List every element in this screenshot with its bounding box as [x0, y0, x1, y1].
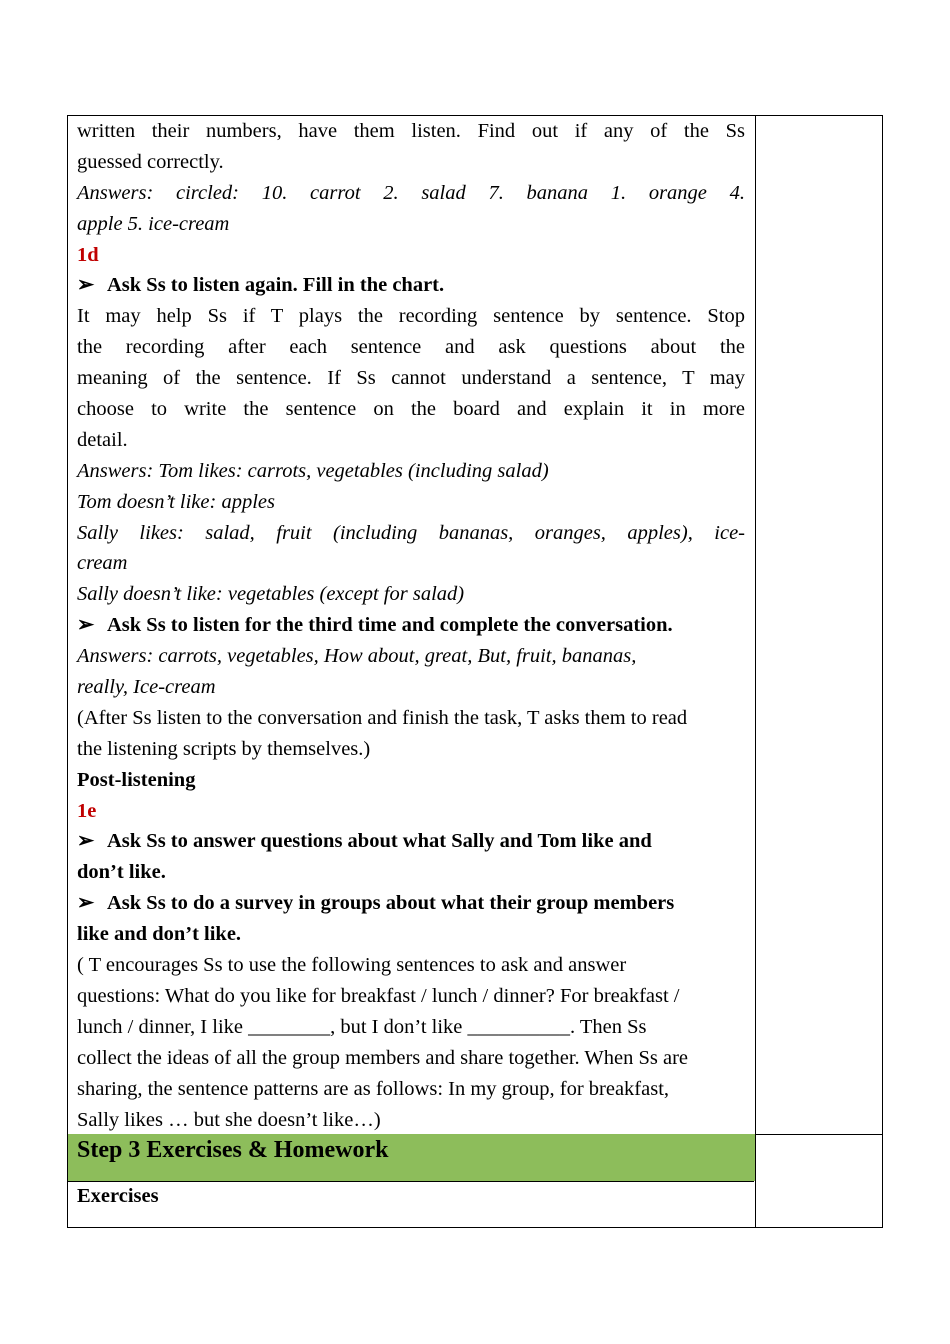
bullet-arrow-icon: ➢ [77, 614, 95, 637]
text-line: the recording after each sentence and ask questions about the [77, 336, 745, 359]
procedure-content [77, 116, 745, 1135]
text-line: the listening scripts by themselves.) [77, 737, 371, 760]
text-line: really, Ice-cream [77, 676, 216, 699]
text-line: detail. [77, 428, 128, 451]
text-line: choose to write the sentence on the board and explain it in more [77, 398, 745, 421]
bullet-text: Ask Ss to listen for the third time and complete the conversation. [107, 614, 673, 637]
text-line: guessed correctly. [77, 150, 224, 173]
text-line: Answers: carrots, vegetables, How about, great, But, fruit, bananas, [77, 645, 637, 668]
text-line [77, 610, 745, 641]
bullet-arrow-icon: ➢ [77, 892, 95, 915]
text-line: Answers: Tom likes: carrots, vegetables (including salad) [77, 459, 549, 482]
bullet-text: Ask Ss to answer questions about what Sally and Tom like and [107, 830, 652, 853]
text-line: ( T encourages Ss to use the following sentences to ask and answer [77, 954, 627, 977]
text-line: questions: What do you like for breakfast / lunch / dinner? For breakfast / [77, 984, 680, 1007]
text-line: meaning of the sentence. If Ss cannot understand a sentence, T may [77, 367, 745, 390]
text-line: 1e [77, 799, 97, 822]
text-line: apple 5. ice-cream [77, 212, 230, 235]
column-divider [755, 116, 756, 1227]
text-line: It may help Ss if T plays the recording sentence by sentence. Stop [77, 305, 745, 328]
text-line: Tom doesn’t like: apples [77, 490, 275, 513]
step-title: Step 3 Exercises & Homework [77, 1137, 389, 1163]
bullet-arrow-icon: ➢ [77, 274, 95, 297]
text-line: Sally doesn’t like: vegetables (except for salad) [77, 583, 465, 606]
text-line: like and don’t like. [77, 923, 242, 946]
text-line: collect the ideas of all the group members and share together. When Ss are [77, 1046, 688, 1069]
text-line: Post-listening [77, 768, 196, 791]
text-line [77, 826, 745, 857]
lesson-table [67, 115, 883, 1228]
text-line: Sally likes … but she doesn’t like…) [77, 1108, 381, 1131]
exercises-label: Exercises [77, 1185, 159, 1207]
row-divider [68, 1181, 754, 1182]
text-line: lunch / dinner, I like ________, but I don’t like __________. Then Ss [77, 1015, 647, 1038]
text-line [77, 270, 745, 301]
bullet-text: Ask Ss to do a survey in groups about what their group members [107, 892, 675, 915]
text-line: cream [77, 552, 128, 575]
text-line [77, 888, 745, 919]
text-line: don’t like. [77, 861, 166, 884]
bullet-text: Ask Ss to listen again. Fill in the chart. [107, 274, 445, 297]
text-line: Sally likes: salad, fruit (including bananas, oranges, apples), ice- [77, 521, 745, 544]
text-line: sharing, the sentence patterns are as follows: In my group, for breakfast, [77, 1077, 670, 1100]
text-line: Answers: circled: 10. carrot 2. salad 7. banana 1. orange 4. [77, 181, 745, 204]
text-line: 1d [77, 243, 99, 266]
bullet-arrow-icon: ➢ [77, 830, 95, 853]
text-line: (After Ss listen to the conversation and finish the task, T asks them to read [77, 706, 688, 729]
text-line: written their numbers, have them listen. Find out if any of the Ss [77, 120, 745, 142]
